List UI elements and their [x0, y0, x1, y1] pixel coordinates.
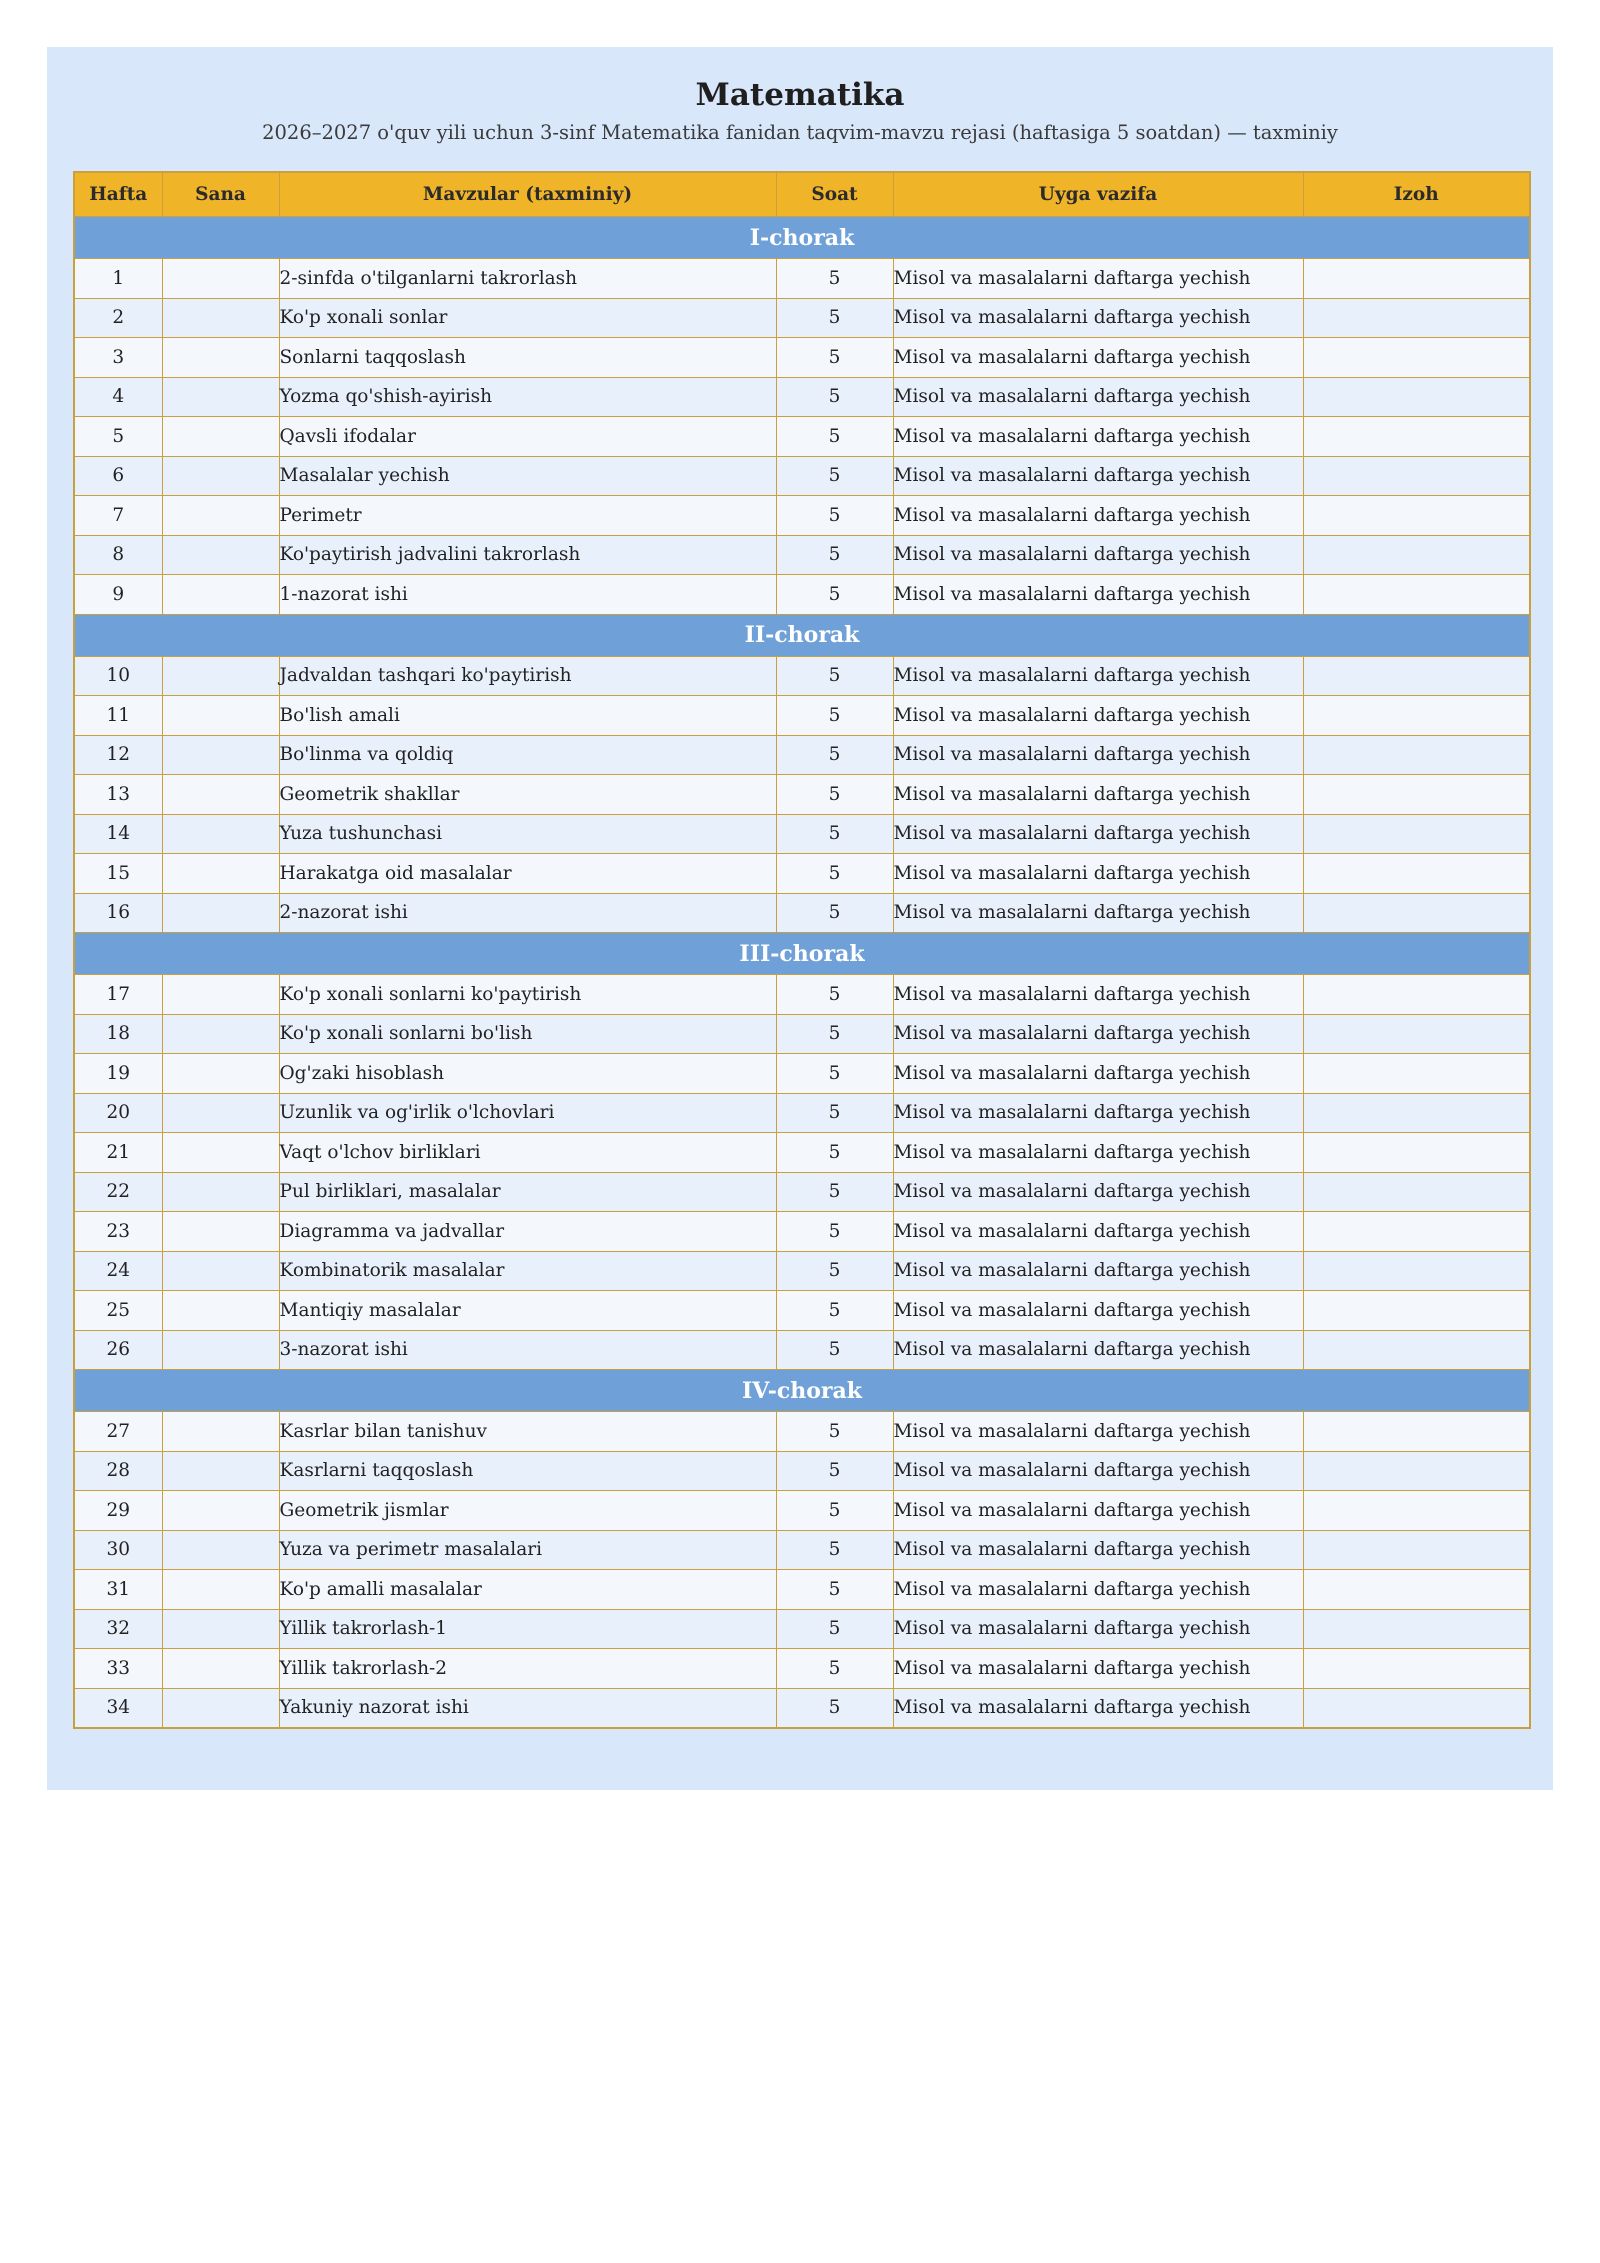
- topic-cell: Yillik takrorlash-1: [279, 1609, 776, 1649]
- note-cell: [1303, 975, 1530, 1015]
- date-cell: [162, 259, 279, 299]
- homework-cell: Misol va masalalarni daftarga yechish: [893, 1330, 1303, 1370]
- topic-cell: Kasrlarni taqqoslash: [279, 1451, 776, 1491]
- column-header-date: Sana: [162, 172, 279, 217]
- homework-cell: Misol va masalalarni daftarga yechish: [893, 456, 1303, 496]
- homework-cell: Misol va masalalarni daftarga yechish: [893, 696, 1303, 736]
- hours-cell: 5: [776, 854, 893, 894]
- quarter-label: I-chorak: [74, 217, 1530, 259]
- hours-cell: 5: [776, 377, 893, 417]
- week-cell: 8: [74, 535, 162, 575]
- date-cell: [162, 1451, 279, 1491]
- hours-cell: 5: [776, 1491, 893, 1531]
- table-row: [74, 1451, 1530, 1491]
- topic-cell: Uzunlik va og'irlik o'lchovlari: [279, 1093, 776, 1133]
- homework-cell: Misol va masalalarni daftarga yechish: [893, 1570, 1303, 1610]
- topic-cell: Pul birliklari, masalalar: [279, 1172, 776, 1212]
- homework-cell: Misol va masalalarni daftarga yechish: [893, 656, 1303, 696]
- topic-cell: 2-sinfda o'tilganlarni takrorlash: [279, 259, 776, 299]
- note-cell: [1303, 1649, 1530, 1689]
- table-row: [74, 1093, 1530, 1133]
- note-cell: [1303, 814, 1530, 854]
- week-cell: 31: [74, 1570, 162, 1610]
- date-cell: [162, 496, 279, 536]
- table-row: [74, 1014, 1530, 1054]
- week-cell: 11: [74, 696, 162, 736]
- hours-cell: 5: [776, 1330, 893, 1370]
- hours-cell: 5: [776, 1172, 893, 1212]
- table-body: [74, 217, 1530, 1729]
- homework-cell: Misol va masalalarni daftarga yechish: [893, 1412, 1303, 1452]
- week-cell: 1: [74, 259, 162, 299]
- homework-cell: Misol va masalalarni daftarga yechish: [893, 338, 1303, 378]
- note-cell: [1303, 1491, 1530, 1531]
- topic-cell: Diagramma va jadvallar: [279, 1212, 776, 1252]
- date-cell: [162, 1251, 279, 1291]
- week-cell: 18: [74, 1014, 162, 1054]
- table-row: [74, 696, 1530, 736]
- note-cell: [1303, 1291, 1530, 1331]
- table-header-row: [74, 172, 1530, 217]
- week-cell: 19: [74, 1054, 162, 1094]
- week-cell: 9: [74, 575, 162, 615]
- note-cell: [1303, 1054, 1530, 1094]
- homework-cell: Misol va masalalarni daftarga yechish: [893, 1212, 1303, 1252]
- column-header-note: Izoh: [1303, 172, 1530, 217]
- table-row: [74, 1330, 1530, 1370]
- quarter-header-row: [74, 614, 1530, 656]
- note-cell: [1303, 1570, 1530, 1610]
- hours-cell: 5: [776, 1451, 893, 1491]
- date-cell: [162, 1649, 279, 1689]
- homework-cell: Misol va masalalarni daftarga yechish: [893, 496, 1303, 536]
- homework-cell: Misol va masalalarni daftarga yechish: [893, 1451, 1303, 1491]
- note-cell: [1303, 1688, 1530, 1728]
- note-cell: [1303, 656, 1530, 696]
- note-cell: [1303, 456, 1530, 496]
- topic-cell: Mantiqiy masalalar: [279, 1291, 776, 1331]
- topic-cell: Ko'p amalli masalalar: [279, 1570, 776, 1610]
- homework-cell: Misol va masalalarni daftarga yechish: [893, 1014, 1303, 1054]
- homework-cell: Misol va masalalarni daftarga yechish: [893, 1251, 1303, 1291]
- homework-cell: Misol va masalalarni daftarga yechish: [893, 854, 1303, 894]
- note-cell: [1303, 535, 1530, 575]
- homework-cell: Misol va masalalarni daftarga yechish: [893, 298, 1303, 338]
- note-cell: [1303, 338, 1530, 378]
- date-cell: [162, 975, 279, 1015]
- week-cell: 13: [74, 775, 162, 815]
- note-cell: [1303, 298, 1530, 338]
- note-cell: [1303, 775, 1530, 815]
- hours-cell: 5: [776, 575, 893, 615]
- homework-cell: Misol va masalalarni daftarga yechish: [893, 775, 1303, 815]
- topic-cell: Yozma qo'shish-ayirish: [279, 377, 776, 417]
- topic-cell: Bo'linma va qoldiq: [279, 735, 776, 775]
- quarter-header-row: [74, 933, 1530, 975]
- week-cell: 6: [74, 456, 162, 496]
- table-row: [74, 1609, 1530, 1649]
- table-row: [74, 1212, 1530, 1252]
- note-cell: [1303, 1451, 1530, 1491]
- hours-cell: 5: [776, 1093, 893, 1133]
- table-row: [74, 1291, 1530, 1331]
- date-cell: [162, 535, 279, 575]
- topic-cell: Ko'p xonali sonlar: [279, 298, 776, 338]
- table-row: [74, 854, 1530, 894]
- table-row: [74, 456, 1530, 496]
- quarter-header-row: [74, 217, 1530, 259]
- table-row: [74, 377, 1530, 417]
- topic-cell: Yillik takrorlash-2: [279, 1649, 776, 1689]
- topic-cell: Masalalar yechish: [279, 456, 776, 496]
- hours-cell: 5: [776, 496, 893, 536]
- date-cell: [162, 656, 279, 696]
- date-cell: [162, 1491, 279, 1531]
- table-row: [74, 1688, 1530, 1728]
- homework-cell: Misol va masalalarni daftarga yechish: [893, 1609, 1303, 1649]
- homework-cell: Misol va masalalarni daftarga yechish: [893, 975, 1303, 1015]
- hours-cell: 5: [776, 814, 893, 854]
- hours-cell: 5: [776, 338, 893, 378]
- week-cell: 30: [74, 1530, 162, 1570]
- topic-cell: Perimetr: [279, 496, 776, 536]
- hours-cell: 5: [776, 259, 893, 299]
- homework-cell: Misol va masalalarni daftarga yechish: [893, 1649, 1303, 1689]
- table-row: [74, 814, 1530, 854]
- table-row: [74, 1172, 1530, 1212]
- topic-cell: Kombinatorik masalalar: [279, 1251, 776, 1291]
- week-cell: 3: [74, 338, 162, 378]
- date-cell: [162, 456, 279, 496]
- date-cell: [162, 1570, 279, 1610]
- hours-cell: 5: [776, 735, 893, 775]
- homework-cell: Misol va masalalarni daftarga yechish: [893, 417, 1303, 457]
- week-cell: 15: [74, 854, 162, 894]
- note-cell: [1303, 259, 1530, 299]
- week-cell: 34: [74, 1688, 162, 1728]
- note-cell: [1303, 1133, 1530, 1173]
- table-row: [74, 975, 1530, 1015]
- week-cell: 17: [74, 975, 162, 1015]
- topic-cell: Yuza tushunchasi: [279, 814, 776, 854]
- note-cell: [1303, 1251, 1530, 1291]
- table-row: [74, 496, 1530, 536]
- homework-cell: Misol va masalalarni daftarga yechish: [893, 1688, 1303, 1728]
- hours-cell: 5: [776, 535, 893, 575]
- homework-cell: Misol va masalalarni daftarga yechish: [893, 1133, 1303, 1173]
- table-row: [74, 1491, 1530, 1531]
- page-title: Matematika: [695, 77, 905, 113]
- hours-cell: 5: [776, 1570, 893, 1610]
- topic-cell: Yakuniy nazorat ishi: [279, 1688, 776, 1728]
- note-cell: [1303, 1609, 1530, 1649]
- topic-cell: Kasrlar bilan tanishuv: [279, 1412, 776, 1452]
- table-row: [74, 775, 1530, 815]
- week-cell: 24: [74, 1251, 162, 1291]
- homework-cell: Misol va masalalarni daftarga yechish: [893, 1530, 1303, 1570]
- hours-cell: 5: [776, 1291, 893, 1331]
- topic-cell: 1-nazorat ishi: [279, 575, 776, 615]
- table-row: [74, 735, 1530, 775]
- homework-cell: Misol va masalalarni daftarga yechish: [893, 1054, 1303, 1094]
- topic-cell: Yuza va perimetr masalalari: [279, 1530, 776, 1570]
- hours-cell: 5: [776, 1014, 893, 1054]
- week-cell: 2: [74, 298, 162, 338]
- note-cell: [1303, 1014, 1530, 1054]
- hours-cell: 5: [776, 1649, 893, 1689]
- note-cell: [1303, 1330, 1530, 1370]
- topic-cell: Ko'paytirish jadvalini takrorlash: [279, 535, 776, 575]
- note-cell: [1303, 1412, 1530, 1452]
- table-row: [74, 535, 1530, 575]
- date-cell: [162, 775, 279, 815]
- homework-cell: Misol va masalalarni daftarga yechish: [893, 535, 1303, 575]
- note-cell: [1303, 1212, 1530, 1252]
- hours-cell: 5: [776, 1530, 893, 1570]
- hours-cell: 5: [776, 1054, 893, 1094]
- quarter-label: II-chorak: [74, 614, 1530, 656]
- topic-cell: Sonlarni taqqoslash: [279, 338, 776, 378]
- quarter-label: IV-chorak: [74, 1370, 1530, 1412]
- week-cell: 29: [74, 1491, 162, 1531]
- note-cell: [1303, 496, 1530, 536]
- note-cell: [1303, 854, 1530, 894]
- hours-cell: 5: [776, 1212, 893, 1252]
- table-row: [74, 575, 1530, 615]
- date-cell: [162, 1133, 279, 1173]
- table-row: [74, 1133, 1530, 1173]
- homework-cell: Misol va masalalarni daftarga yechish: [893, 1491, 1303, 1531]
- date-cell: [162, 854, 279, 894]
- hours-cell: 5: [776, 1133, 893, 1173]
- note-cell: [1303, 377, 1530, 417]
- topic-cell: Ko'p xonali sonlarni bo'lish: [279, 1014, 776, 1054]
- table-row: [74, 298, 1530, 338]
- date-cell: [162, 735, 279, 775]
- date-cell: [162, 1212, 279, 1252]
- date-cell: [162, 1054, 279, 1094]
- date-cell: [162, 1530, 279, 1570]
- hours-cell: 5: [776, 656, 893, 696]
- note-cell: [1303, 893, 1530, 933]
- topic-cell: Geometrik shakllar: [279, 775, 776, 815]
- week-cell: 14: [74, 814, 162, 854]
- quarter-label: III-chorak: [74, 933, 1530, 975]
- topic-cell: Og'zaki hisoblash: [279, 1054, 776, 1094]
- table-row: [74, 1570, 1530, 1610]
- topic-cell: Harakatga oid masalalar: [279, 854, 776, 894]
- date-cell: [162, 377, 279, 417]
- date-cell: [162, 1291, 279, 1331]
- topic-cell: Bo'lish amali: [279, 696, 776, 736]
- hours-cell: 5: [776, 456, 893, 496]
- quarter-header-row: [74, 1370, 1530, 1412]
- note-cell: [1303, 735, 1530, 775]
- table-row: [74, 893, 1530, 933]
- date-cell: [162, 1014, 279, 1054]
- table-row: [74, 1054, 1530, 1094]
- page-subtitle: 2026–2027 o'quv yili uchun 3-sinf Matematika fanidan taqvim-mavzu rejasi (haftasiga 5 soatdan) — taxminiy: [262, 121, 1338, 144]
- hours-cell: 5: [776, 1251, 893, 1291]
- week-cell: 28: [74, 1451, 162, 1491]
- note-cell: [1303, 1172, 1530, 1212]
- homework-cell: Misol va masalalarni daftarga yechish: [893, 1093, 1303, 1133]
- table-row: [74, 259, 1530, 299]
- date-cell: [162, 1172, 279, 1212]
- column-header-topic: Mavzular (taxminiy): [279, 172, 776, 217]
- week-cell: 12: [74, 735, 162, 775]
- table-row: [74, 1251, 1530, 1291]
- hours-cell: 5: [776, 696, 893, 736]
- table-row: [74, 417, 1530, 457]
- week-cell: 26: [74, 1330, 162, 1370]
- week-cell: 10: [74, 656, 162, 696]
- week-cell: 21: [74, 1133, 162, 1173]
- week-cell: 7: [74, 496, 162, 536]
- homework-cell: Misol va masalalarni daftarga yechish: [893, 735, 1303, 775]
- homework-cell: Misol va masalalarni daftarga yechish: [893, 377, 1303, 417]
- date-cell: [162, 1609, 279, 1649]
- table-row: [74, 1412, 1530, 1452]
- lesson-plan-table: [73, 171, 1531, 1729]
- table-row: [74, 1649, 1530, 1689]
- date-cell: [162, 814, 279, 854]
- hours-cell: 5: [776, 893, 893, 933]
- topic-cell: Vaqt o'lchov birliklari: [279, 1133, 776, 1173]
- note-cell: [1303, 417, 1530, 457]
- week-cell: 5: [74, 417, 162, 457]
- homework-cell: Misol va masalalarni daftarga yechish: [893, 575, 1303, 615]
- homework-cell: Misol va masalalarni daftarga yechish: [893, 1291, 1303, 1331]
- table-row: [74, 1530, 1530, 1570]
- note-cell: [1303, 696, 1530, 736]
- date-cell: [162, 1688, 279, 1728]
- week-cell: 33: [74, 1649, 162, 1689]
- hours-cell: 5: [776, 975, 893, 1015]
- week-cell: 25: [74, 1291, 162, 1331]
- week-cell: 20: [74, 1093, 162, 1133]
- homework-cell: Misol va masalalarni daftarga yechish: [893, 814, 1303, 854]
- hours-cell: 5: [776, 417, 893, 457]
- homework-cell: Misol va masalalarni daftarga yechish: [893, 893, 1303, 933]
- note-cell: [1303, 575, 1530, 615]
- week-cell: 23: [74, 1212, 162, 1252]
- date-cell: [162, 893, 279, 933]
- topic-cell: Geometrik jismlar: [279, 1491, 776, 1531]
- week-cell: 4: [74, 377, 162, 417]
- homework-cell: Misol va masalalarni daftarga yechish: [893, 1172, 1303, 1212]
- hours-cell: 5: [776, 1688, 893, 1728]
- document-panel: [47, 47, 1553, 1790]
- hours-cell: 5: [776, 775, 893, 815]
- topic-cell: Ko'p xonali sonlarni ko'paytirish: [279, 975, 776, 1015]
- date-cell: [162, 1412, 279, 1452]
- date-cell: [162, 1093, 279, 1133]
- week-cell: 32: [74, 1609, 162, 1649]
- homework-cell: Misol va masalalarni daftarga yechish: [893, 259, 1303, 299]
- date-cell: [162, 696, 279, 736]
- date-cell: [162, 1330, 279, 1370]
- hours-cell: 5: [776, 298, 893, 338]
- date-cell: [162, 298, 279, 338]
- note-cell: [1303, 1093, 1530, 1133]
- topic-cell: 3-nazorat ishi: [279, 1330, 776, 1370]
- hours-cell: 5: [776, 1609, 893, 1649]
- week-cell: 22: [74, 1172, 162, 1212]
- week-cell: 16: [74, 893, 162, 933]
- hours-cell: 5: [776, 1412, 893, 1452]
- topic-cell: Jadvaldan tashqari ko'paytirish: [279, 656, 776, 696]
- note-cell: [1303, 1530, 1530, 1570]
- column-header-week: Hafta: [74, 172, 162, 217]
- date-cell: [162, 417, 279, 457]
- date-cell: [162, 338, 279, 378]
- table-row: [74, 656, 1530, 696]
- date-cell: [162, 575, 279, 615]
- week-cell: 27: [74, 1412, 162, 1452]
- topic-cell: Qavsli ifodalar: [279, 417, 776, 457]
- topic-cell: 2-nazorat ishi: [279, 893, 776, 933]
- column-header-hours: Soat: [776, 172, 893, 217]
- table-row: [74, 338, 1530, 378]
- column-header-homework: Uyga vazifa: [893, 172, 1303, 217]
